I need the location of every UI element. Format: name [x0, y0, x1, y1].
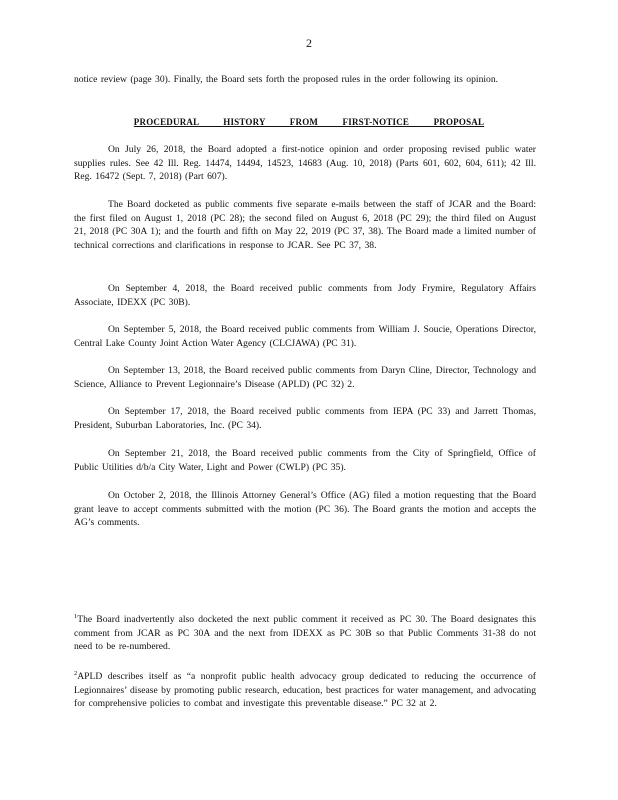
paragraph-clcjawa: On September 5, 2018, the Board received public comments from William J. Soucie, Operations Director, Central Lake County Joint Action Water Agency (CLCJAWA) (PC 31).	[74, 324, 536, 349]
footnote-text: APLD describes itself as “a nonprofit public health advocacy group dedicated to reducing the occurrence of Legionnaires’ disease by promoting public research, education, best practices for water management, and advocating for comprehensive policies to combat and investigate this preventable disease.” PC 32 at 2.	[74, 671, 536, 710]
footnote-mark: 2	[74, 669, 78, 677]
paragraph-first-notice: On July 26, 2018, the Board adopted a first-notice opinion and order proposing revised public water supplies rules. See 42 Ill. Reg. 14474, 14494, 14523, 14683 (Aug. 10, 2018) (Parts 601, 602, 604, 611); 42 Ill. Reg. 16472 (Sept. 7, 2018) (Part 607).	[74, 144, 536, 183]
paragraph-apld: On September 13, 2018, the Board received public comments from Daryn Cline, Director, Technology and Science, Alliance to Prevent Legionnaire’s Disease (APLD) (PC 32) 2.	[74, 365, 536, 390]
paragraph-jcar-comments: The Board docketed as public comments five separate e-mails between the staff of JCAR and the Board: the first filed on August 1, 2018 (PC 28); the second filed on August 6, 2018 (PC 29); the third filed on August 21, 2018 (PC 30A 1); and the fourth and fifth on May 22, 2019 (PC 37, 38). The Board made a limited number of technical corrections and clarifications in response to JCAR. See PC 37, 38.	[74, 199, 536, 251]
section-heading: PROCEDURAL HISTORY FROM FIRST-NOTICE PROPOSAL	[133, 117, 485, 127]
footnote-1	[74, 613, 536, 654]
intro-text: notice review (page 30). Finally, the Board sets forth the proposed rules in the order following its opinion.	[74, 74, 499, 85]
paragraph-iepa: On September 17, 2018, the Board received public comments from IEPA (PC 33) and Jarrett Thomas, President, Suburban Laboratories, Inc. (PC 34).	[74, 406, 536, 431]
page-number: 2	[306, 36, 312, 50]
footnote-mark: 1	[74, 612, 78, 620]
footnote-text: The Board inadvertently also docketed the next public comment it received as PC 30. The Board designates this comment from JCAR as PC 30A and the next from IDEXX as PC 30B so that Public Comments 31-38 do not need to be re-numbered.	[74, 614, 536, 653]
paragraph-cwlp: On September 21, 2018, the Board received public comments from the City of Springfield, Office of Public Utilities d/b/a City Water, Light and Power (CWLP) (PC 35).	[74, 448, 536, 473]
footnote-2	[74, 670, 536, 711]
paragraph-idexx: On September 4, 2018, the Board received public comments from Jody Frymire, Regulatory Affairs Associate, IDEXX (PC 30B).	[74, 283, 536, 308]
paragraph-ag-motion: On October 2, 2018, the Illinois Attorney General’s Office (AG) filed a motion requesting that the Board grant leave to accept comments submitted with the motion (PC 36). The Board grants the motion and accepts the AG’s comments.	[74, 490, 536, 529]
